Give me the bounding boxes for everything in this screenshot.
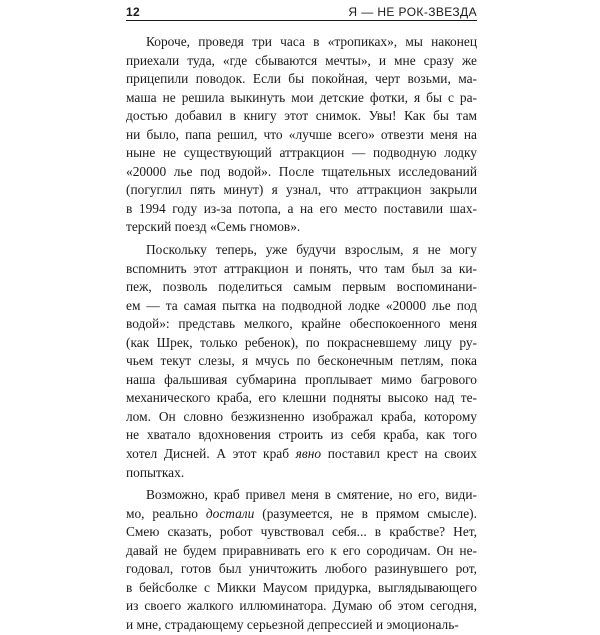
text-line bbox=[126, 260, 477, 279]
text-run: лом. Он словно безжизненно изображал краба, которому bbox=[126, 408, 477, 424]
text-line bbox=[126, 218, 477, 237]
text-line bbox=[126, 334, 477, 353]
text-line bbox=[126, 89, 477, 108]
text-run: в бейсболке с Микки Маусом придурка, выглядывающего bbox=[126, 579, 477, 595]
text-line bbox=[126, 523, 477, 542]
text-line bbox=[126, 278, 477, 297]
text-run: «20000 лье под водой». После тщательных исследований bbox=[126, 163, 477, 179]
text-line bbox=[126, 315, 477, 334]
text-line bbox=[126, 33, 477, 52]
text-run: прицепили поводок. Если бы покойная, черт возьми, ма- bbox=[126, 71, 477, 87]
page-number: 12 bbox=[126, 5, 140, 19]
text-run: ем — та самая пытка на подводной лодке «20000 лье под bbox=[126, 297, 477, 313]
text-line bbox=[126, 297, 477, 316]
text-run: из своего жалкого иллюминатора. Думаю об этом сегодня, bbox=[126, 598, 477, 614]
text-line bbox=[126, 560, 477, 579]
text-line bbox=[126, 486, 477, 505]
italic-text: достали bbox=[205, 505, 255, 521]
text-run: Короче, проведя три часа в «тропиках», мы наконец bbox=[146, 34, 477, 49]
italic-text: явно bbox=[295, 446, 322, 462]
text-run: приехали туда, «где сбываются мечты», и мне сразу же bbox=[126, 52, 477, 68]
text-run: (погуглил пять минут) я узнал, что аттракцион закрыли bbox=[126, 182, 477, 198]
text-line bbox=[126, 389, 477, 408]
text-run: (как Шрек, только ребенок), по покрасневшему лицу ру- bbox=[126, 334, 477, 350]
paragraph bbox=[126, 486, 477, 634]
text-line bbox=[126, 408, 477, 427]
text-line bbox=[126, 445, 477, 464]
text-line bbox=[126, 352, 477, 371]
text-line bbox=[126, 505, 477, 524]
header-rule bbox=[126, 20, 477, 21]
text-run: Смею сказать, робот чувствовал себя... в крабстве? Нет, bbox=[126, 524, 477, 540]
text-run: Возможно, краб привел меня в смятение, но его, види- bbox=[146, 487, 477, 503]
text-run: наша фальшивая субмарина проплывает мимо багрового bbox=[126, 371, 477, 387]
text-run: в 1994 году из-за потопа, а на его место поставили шах- bbox=[126, 200, 477, 216]
text-run: вспомнить этот аттракцион и понять, что там был за ки- bbox=[126, 260, 477, 276]
text-run: ныне не существующий аттракцион — подводную лодку bbox=[126, 145, 477, 161]
text-run: и мне, страдающему серьезной депрессией и эмоциональ- bbox=[126, 616, 459, 632]
text-run: попытках. bbox=[126, 464, 185, 480]
text-run: хотел Дисней. А этот краб bbox=[126, 446, 296, 462]
text-run: водой»: представь мелкого, крайне обеспокоенного меня bbox=[126, 316, 477, 332]
text-run: давай не будем приравнивать его к его сородичам. Он не- bbox=[126, 542, 477, 558]
text-line bbox=[126, 181, 477, 200]
text-run: мо, реально bbox=[126, 505, 206, 521]
text-run: достью добавил в книгу этот снимок. Увы! Как бы там bbox=[126, 108, 477, 124]
text-line bbox=[126, 52, 477, 71]
text-line bbox=[126, 597, 477, 616]
body-text bbox=[126, 33, 477, 635]
paragraph bbox=[126, 33, 477, 237]
text-run: Поскольку теперь, уже будучи взрослым, я не могу bbox=[146, 242, 477, 258]
paragraph bbox=[126, 241, 477, 482]
text-run: чьем текут слезы, я мчусь по бесконечным петлям, пока bbox=[126, 353, 477, 369]
text-run: пеж, позволь поделиться самым первым воспоминани- bbox=[126, 279, 477, 295]
text-line bbox=[126, 200, 477, 219]
text-run: терский поезд «Семь гномов». bbox=[126, 219, 301, 235]
text-line bbox=[126, 144, 477, 163]
text-line bbox=[126, 542, 477, 561]
text-run: (разумеется, не в прямом смысле). bbox=[254, 505, 477, 521]
text-line bbox=[126, 579, 477, 598]
text-line bbox=[126, 464, 477, 483]
text-run: поставил крест на своих bbox=[321, 446, 477, 462]
text-line bbox=[126, 107, 477, 126]
text-run: ни было, папа решил, что «лучше всего» отвезти меня на bbox=[126, 126, 477, 142]
text-line bbox=[126, 163, 477, 182]
text-run: годовал, готов был уничтожить любого разинувшего рот, bbox=[126, 561, 477, 577]
running-head bbox=[126, 3, 477, 21]
text-run: механического краба, его клешни подняты высоко над те- bbox=[126, 390, 477, 406]
text-run: не хватало вдохновения строить из себя краба, как того bbox=[126, 427, 477, 443]
text-run: маша не решила выкинуть мои детские фотки, я бы с ра- bbox=[126, 89, 477, 105]
text-line bbox=[126, 426, 477, 445]
text-line bbox=[126, 616, 477, 635]
text-line bbox=[126, 126, 477, 145]
text-line bbox=[126, 241, 477, 260]
text-line bbox=[126, 371, 477, 390]
text-line bbox=[126, 70, 477, 89]
running-title: Я — НЕ РОК-ЗВЕЗДА bbox=[348, 5, 477, 19]
